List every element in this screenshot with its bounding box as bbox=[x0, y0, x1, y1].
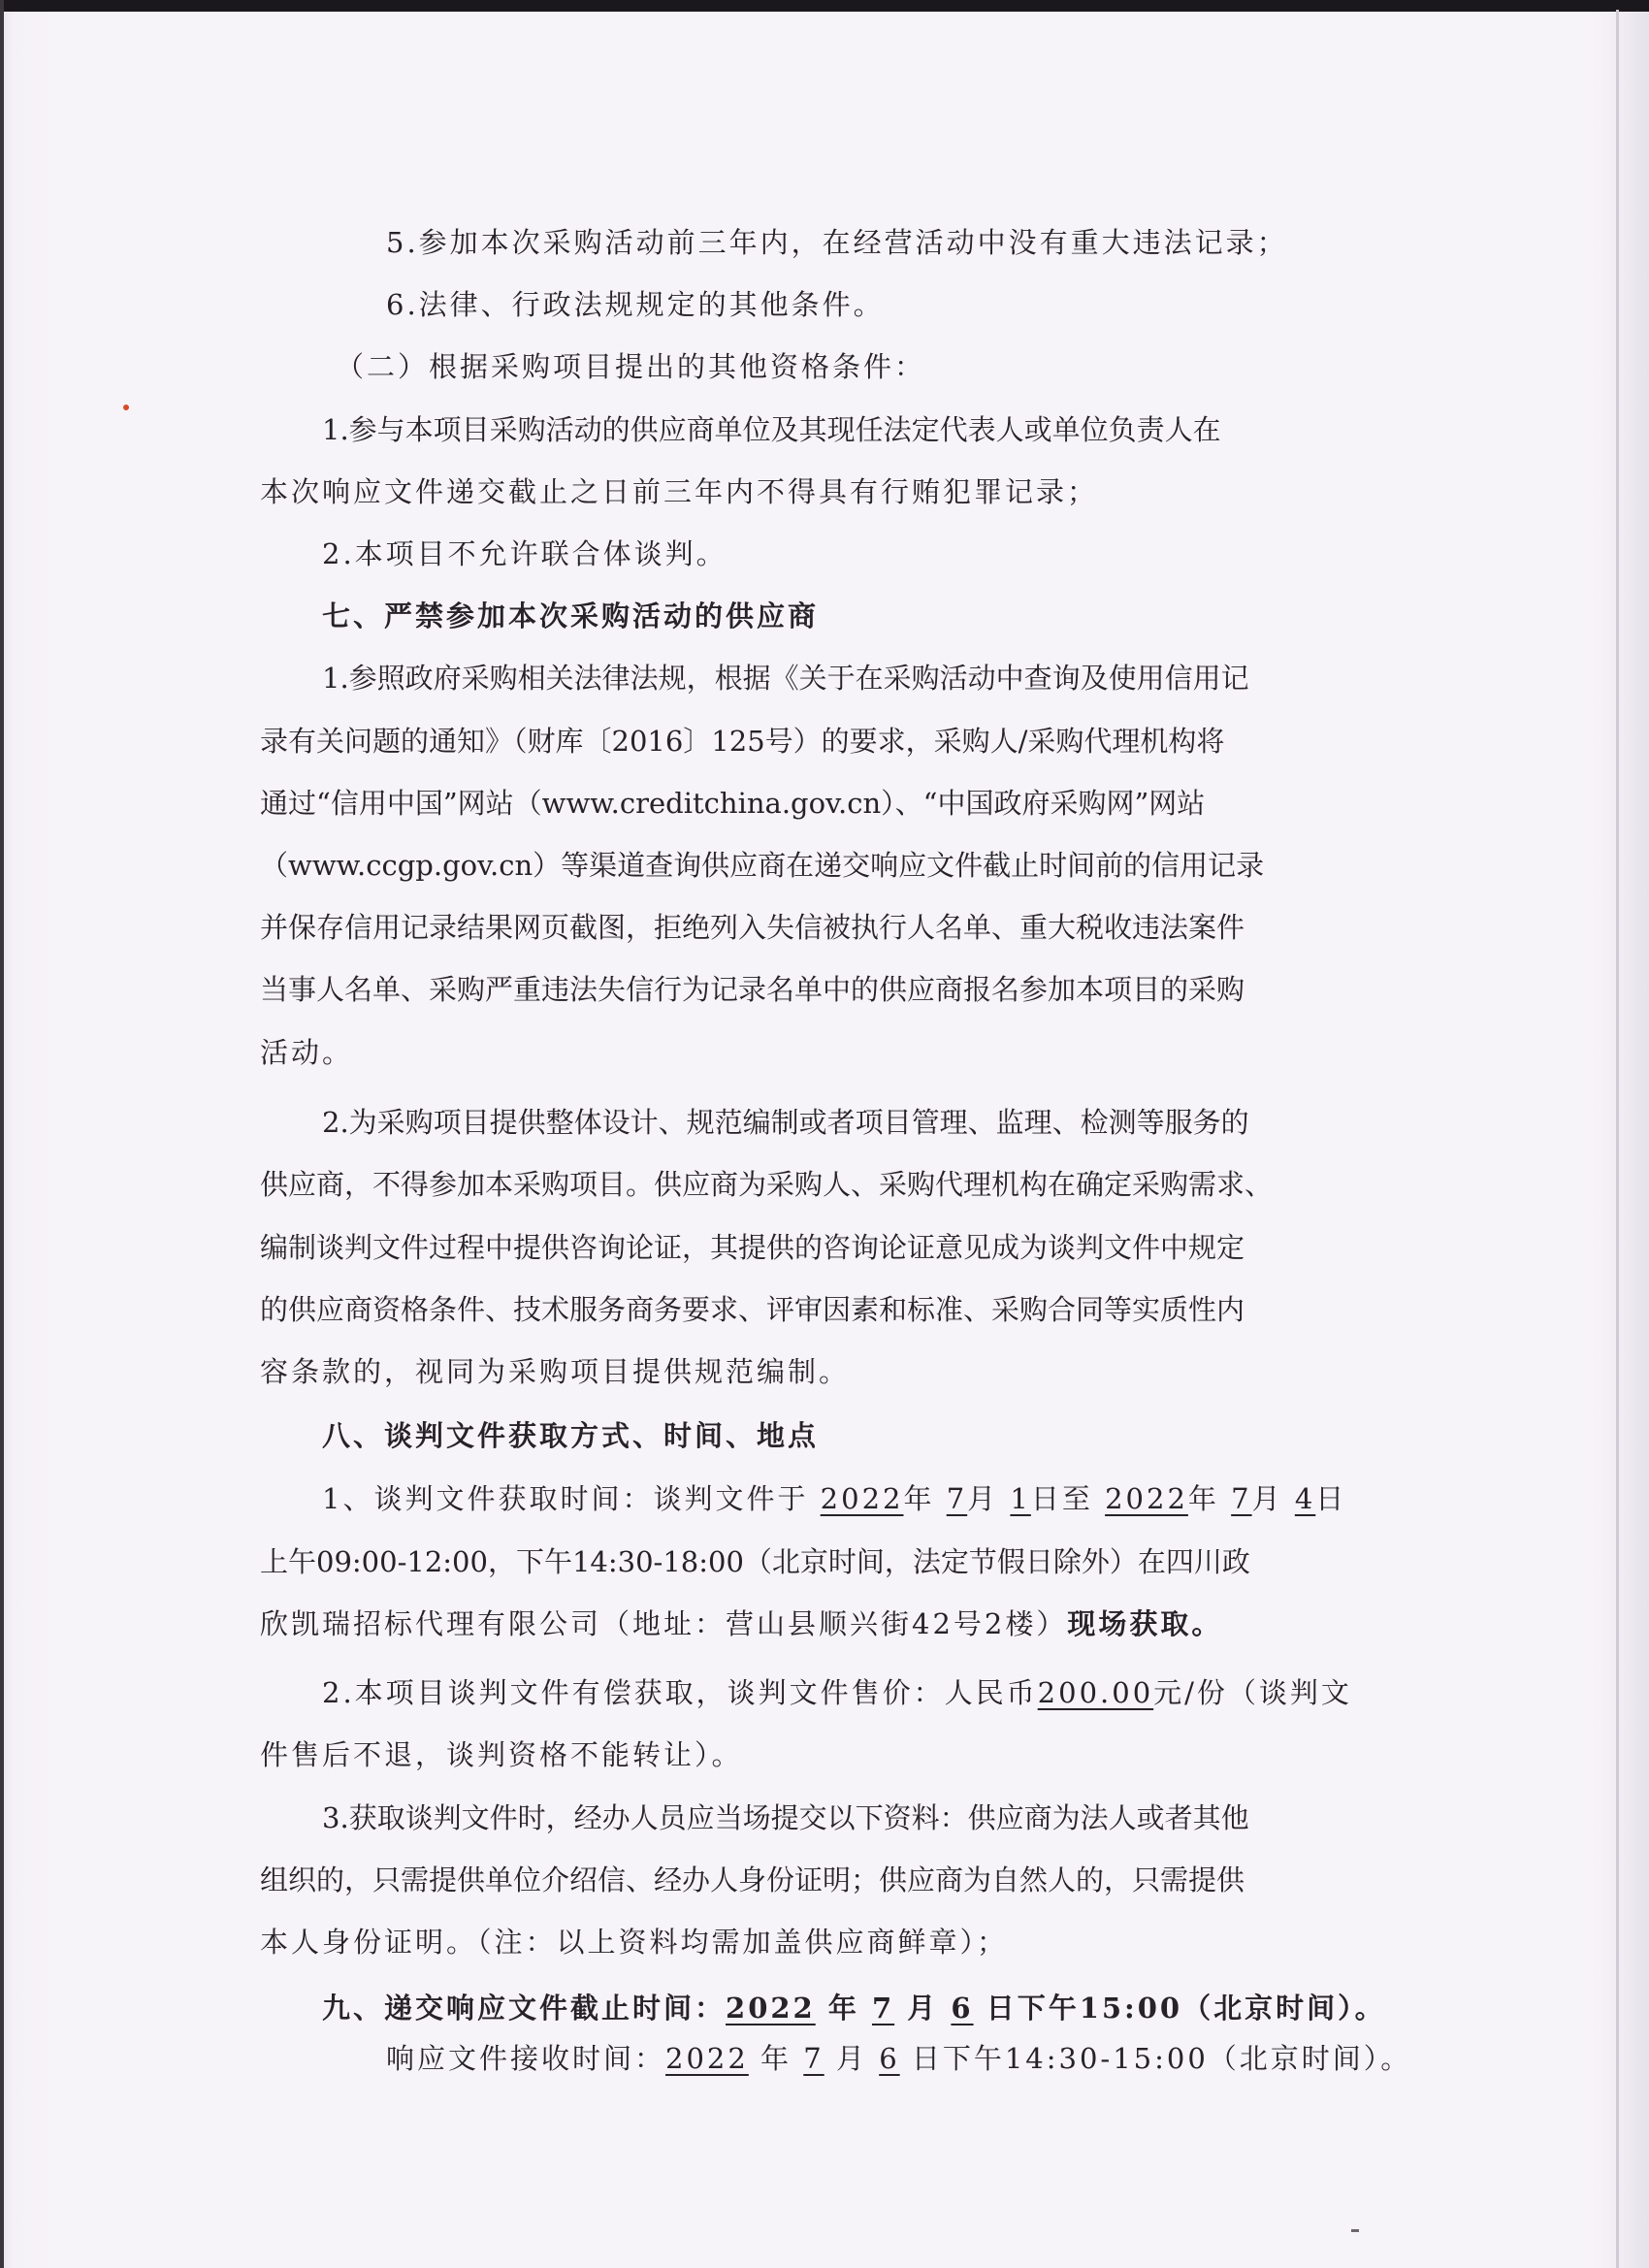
text-span: 日 bbox=[1315, 1482, 1347, 1515]
text-span: 年 bbox=[903, 1482, 935, 1515]
text-span: 元/份（谈判文 bbox=[1153, 1676, 1352, 1709]
filled-end-month: 7 bbox=[1231, 1482, 1252, 1515]
section-heading: 八、谈判文件获取方式、时间、地点 bbox=[322, 1419, 820, 1452]
text-line: 的供应商资格条件、技术服务商务要求、评审因素和标准、采购合同等实质性内 bbox=[260, 1293, 1245, 1326]
text-span: 日下午15:00（北京时间）。 bbox=[986, 1992, 1386, 2025]
text-line: 录有关问题的通知》（财库〔2016〕125号）的要求，采购人/采购代理机构将 bbox=[260, 725, 1225, 758]
text-line: 件售后不退，谈判资格不能转让）。 bbox=[260, 1738, 743, 1771]
text-line: 并保存信用记录结果网页截图，拒绝列入失信被执行人名单、重大税收违法案件 bbox=[260, 911, 1245, 944]
text-span: 月 bbox=[835, 2042, 867, 2075]
filled-end-year: 2022 bbox=[1105, 1482, 1188, 1515]
text-line: 上午09:00-12:00，下午14:30-18:00（北京时间，法定节假日除外）在四川政 bbox=[260, 1545, 1250, 1578]
text-span: 响应文件接收时间： bbox=[386, 2042, 666, 2075]
text-span: 欣凯瑞招标代理有限公司（地址：营山县顺兴街42号2楼） bbox=[260, 1607, 1068, 1640]
filled-receive-day: 6 bbox=[879, 2042, 900, 2075]
text-span: 年 bbox=[1187, 1482, 1219, 1515]
text-line: 6.法律、行政法规规定的其他条件。 bbox=[386, 288, 885, 321]
text-line: 2.本项目不允许联合体谈判。 bbox=[322, 537, 728, 570]
text-span: 2.本项目谈判文件有偿获取，谈判文件售价：人民币 bbox=[322, 1676, 1038, 1709]
filled-end-day: 4 bbox=[1294, 1482, 1316, 1515]
filled-deadline-year: 2022 bbox=[726, 1992, 816, 2025]
text-line: 活动。 bbox=[260, 1036, 354, 1069]
filled-receive-year: 2022 bbox=[665, 2042, 749, 2075]
text-line: 2.为采购项目提供整体设计、规范编制或者项目管理、监理、检测等服务的 bbox=[322, 1106, 1249, 1139]
text-line: 3.获取谈判文件时，经办人员应当场提交以下资料：供应商为法人或者其他 bbox=[322, 1801, 1249, 1834]
text-span: 九、递交响应文件截止时间： bbox=[322, 1992, 727, 2025]
text-line: 本人身份证明。（注：以上资料均需加盖供应商鲜章）； bbox=[260, 1926, 1009, 1959]
filled-deadline-month: 7 bbox=[871, 1992, 895, 2025]
text-line: 通过“信用中国”网站（www.creditchina.gov.cn）、“中国政府采购网”网站 bbox=[260, 787, 1206, 820]
text-line bbox=[260, 1604, 1374, 1643]
filled-deadline-day: 6 bbox=[951, 1992, 974, 2025]
filled-receive-month: 7 bbox=[803, 2042, 824, 2075]
receive-line bbox=[386, 2039, 1412, 2078]
filled-start-month: 7 bbox=[946, 1482, 968, 1515]
text-span: 月 bbox=[1251, 1482, 1283, 1515]
text-line: 容条款的，视同为采购项目提供规范编制。 bbox=[260, 1355, 851, 1388]
text-span: 年 bbox=[827, 1992, 859, 2025]
acquire-time-line bbox=[322, 1479, 1374, 1518]
text-line: 本次响应文件递交截止之日前三年内不得具有行贿犯罪记录； bbox=[260, 475, 1099, 508]
filled-start-day: 1 bbox=[1010, 1482, 1031, 1515]
text-span: 日下午14:30-15:00（北京时间）。 bbox=[911, 2042, 1412, 2075]
text-span: 月 bbox=[907, 1992, 939, 2025]
section-heading: 七、严禁参加本次采购活动的供应商 bbox=[322, 599, 820, 632]
deadline-line bbox=[322, 1989, 1386, 2027]
text-span: 年 bbox=[760, 2042, 792, 2075]
text-span: 月 bbox=[967, 1482, 999, 1515]
text-line: （www.ccgp.gov.cn）等渠道查询供应商在递交响应文件截止时间前的信用记录 bbox=[260, 849, 1265, 882]
fee-line bbox=[322, 1673, 1374, 1712]
text-line: 5.参加本次采购活动前三年内，在经营活动中没有重大违法记录； bbox=[386, 226, 1288, 259]
text-line: 1.参与本项目采购活动的供应商单位及其现任法定代表人或单位负责人在 bbox=[322, 413, 1221, 446]
text-line: （二）根据采购项目提出的其他资格条件： bbox=[336, 350, 926, 383]
text-line: 1.参照政府采购相关法律法规，根据《关于在采购活动中查询及使用信用记 bbox=[322, 662, 1249, 695]
filled-start-year: 2022 bbox=[820, 1482, 904, 1515]
filled-fee-amount: 200.00 bbox=[1037, 1676, 1154, 1709]
text-line: 编制谈判文件过程中提供咨询论证，其提供的咨询论证意见成为谈判文件中规定 bbox=[260, 1231, 1245, 1264]
text-line: 当事人名单、采购严重违法失信行为记录名单中的供应商报名参加本项目的采购 bbox=[260, 973, 1245, 1006]
text-line: 组织的，只需提供单位介绍信、经办人身份证明；供应商为自然人的，只需提供 bbox=[260, 1863, 1245, 1896]
text-line: 供应商，不得参加本采购项目。供应商为采购人、采购代理机构在确定采购需求、 bbox=[260, 1168, 1274, 1201]
text-span: 1、谈判文件获取时间：谈判文件于 bbox=[322, 1482, 809, 1515]
text-span: 日至 bbox=[1030, 1482, 1093, 1515]
bold-text-span: 现场获取。 bbox=[1067, 1607, 1223, 1640]
